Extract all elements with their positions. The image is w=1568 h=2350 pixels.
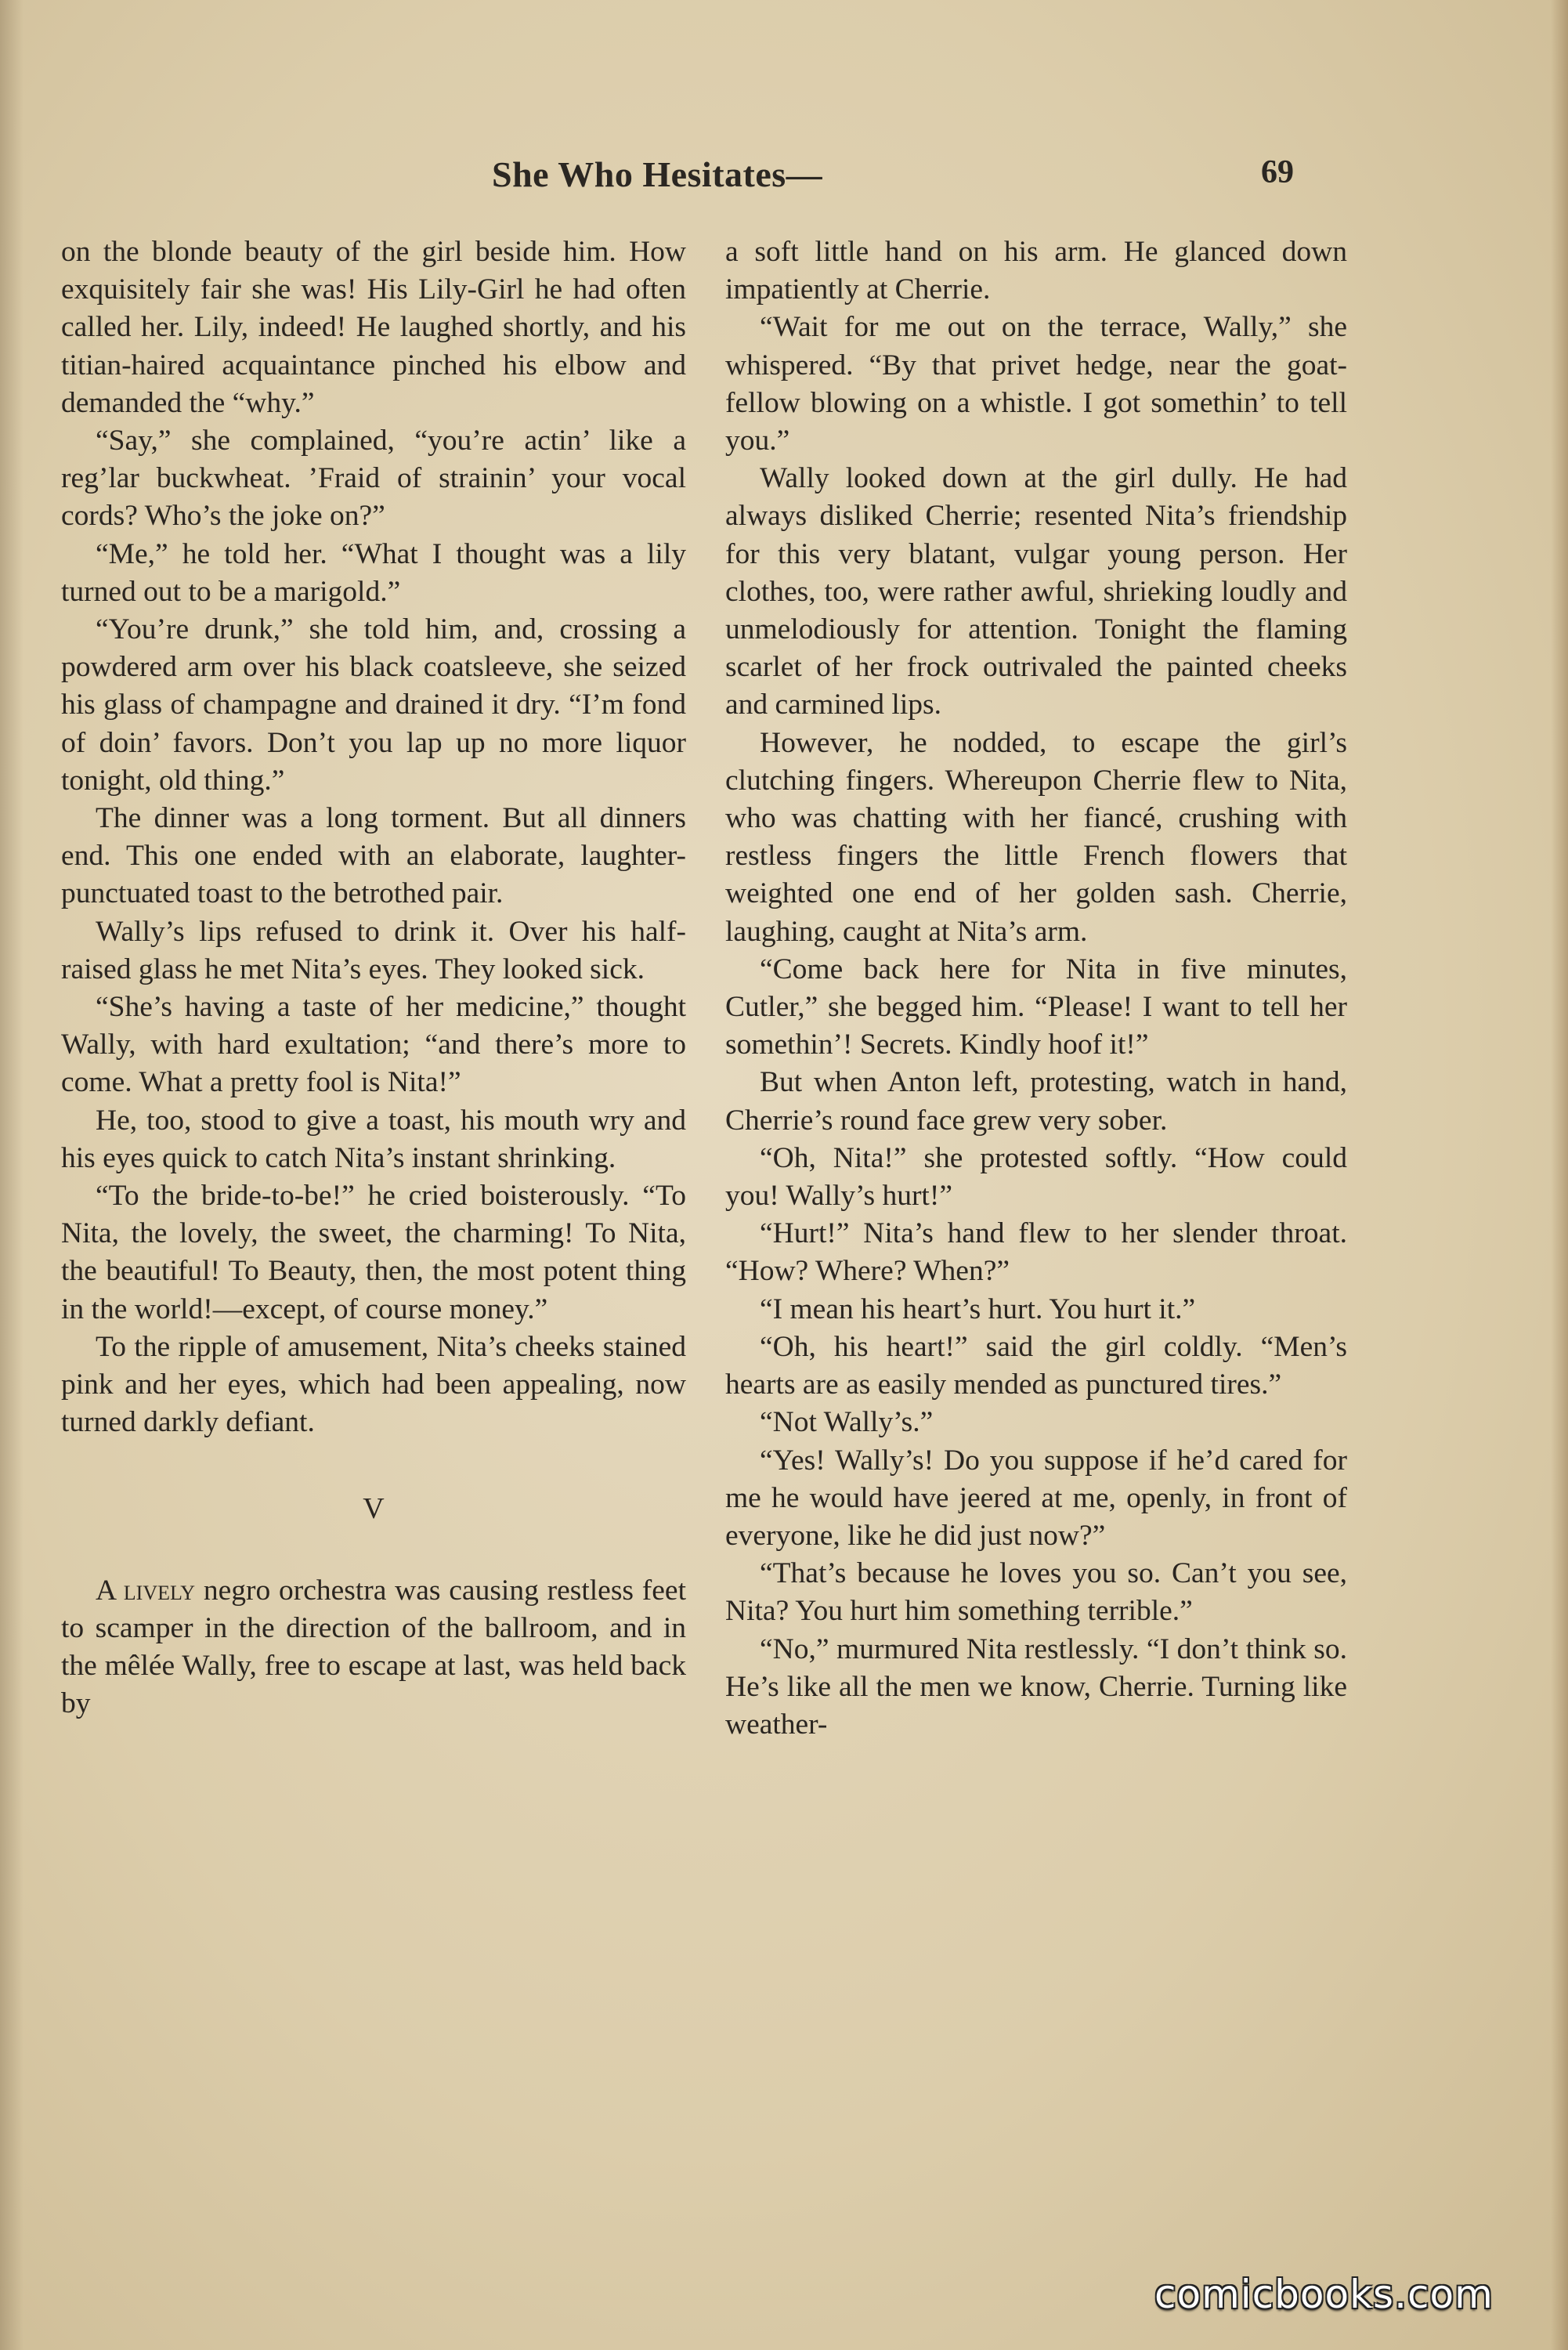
page-header xyxy=(0,154,1568,201)
paragraph: However, he nodded, to escape the girl’s clutching fingers. Whereupon Cherrie flew to Nita, who was chatting with her fiancé, crushing with restless fingers the little French flowers that weighted one end of her golden sash. Cherrie, laughing, caught at Nita’s arm. xyxy=(725,726,1347,948)
site-watermark: comicbooks.com xyxy=(1154,2272,1494,2317)
paragraph: “Oh, Nita!” she protested softly. “How could you! Wally’s hurt!” xyxy=(725,1141,1347,1213)
section-opening-caps: A lively xyxy=(96,1574,196,1607)
paragraph: “I mean his heart’s hurt. You hurt it.” xyxy=(760,1292,1196,1325)
section-opening-paragraph xyxy=(61,1572,686,1723)
paragraph: a soft little hand on his arm. He glanced down impatiently at Cherrie. xyxy=(725,236,1347,306)
paragraph: Wally looked down at the girl dully. He had always disliked Cherrie; resented Nita’s friendship for this very blatant, vulgar young person. Her clothes, too, were rather awful, shrieking loudly and unmelodiously for attention. Tonight the flaming scarlet of her frock outrivaled the painted cheeks and carmined lips. xyxy=(725,462,1347,721)
paragraph: “Say,” she complained, “you’re actin’ like a reg’lar buckwheat. ’Fraid of strainin’ your vocal cords? Who’s the joke on?” xyxy=(61,425,686,533)
paragraph: “Yes! Wally’s! Do you suppose if he’d cared for me he would have jeered at me, openly, in front of everyone, like he did just now?” xyxy=(725,1444,1347,1552)
page-left-shadow xyxy=(0,0,23,2350)
left-column xyxy=(61,233,686,1723)
paragraph: “Oh, his heart!” said the girl coldly. “Men’s hearts are as easily mended as punctured tires.” xyxy=(725,1330,1347,1401)
paragraph: Wally’s lips refused to drink it. Over his half-raised glass he met Nita’s eyes. They looked sick. xyxy=(61,915,686,985)
paragraph: “To the bride-to-be!” he cried boisterously. “To Nita, the lovely, the sweet, the charming! To Nita, the beautiful! To Beauty, then, the most potent thing in the world!—except, of course money.” xyxy=(61,1180,686,1325)
paragraph: on the blonde beauty of the girl beside him. How exquisitely fair she was! His Lily-Girl he had often called her. Lily, indeed! He laughed shortly, and his titian-haired acquaintance pinched his elbow and demanded the “why.” xyxy=(61,236,686,419)
paragraph: The dinner was a long torment. But all dinners end. This one ended with an elaborate, laughter-punctuated toast to the betrothed pair. xyxy=(61,802,686,910)
paragraph: But when Anton left, protesting, watch in hand, Cherrie’s round face grew very sober. xyxy=(725,1066,1347,1137)
right-column xyxy=(725,233,1347,1744)
paragraph: He, too, stood to give a toast, his mouth wry and his eyes quick to catch Nita’s instant shrinking. xyxy=(61,1104,686,1174)
paragraph: “Not Wally’s.” xyxy=(760,1406,934,1439)
paragraph: “Wait for me out on the terrace, Wally,” she whispered. “By that privet hedge, near the goat-fellow blowing on a whistle. I got somethin’ to tell you.” xyxy=(725,311,1347,457)
page-right-edge xyxy=(1551,0,1568,2350)
paragraph: “Come back here for Nita in five minutes, Cutler,” she begged him. “Please! I want to tell her somethin’! Secrets. Kindly hoof it!” xyxy=(725,953,1347,1061)
paragraph: To the ripple of amusement, Nita’s cheeks stained pink and her eyes, which had been appealing, now turned darkly defiant. xyxy=(61,1330,686,1439)
paragraph: “Hurt!” Nita’s hand flew to her slender throat. “How? Where? When?” xyxy=(725,1217,1347,1288)
page-number: 69 xyxy=(1261,154,1294,190)
section-numeral: V xyxy=(363,1491,385,1525)
paragraph: “She’s having a taste of her medicine,” thought Wally, with hard exultation; “and there’s more to come. What a pretty fool is Nita!” xyxy=(61,991,686,1099)
paragraph: “Me,” he told her. “What I thought was a lily turned out to be a marigold.” xyxy=(61,537,686,608)
paragraph: “That’s because he loves you so. Can’t you see, Nita? You hurt him something terrible.” xyxy=(725,1557,1347,1628)
section-opening-text: negro orchestra was causing restless feet to scamper in the direction of the ballroom, and in the mêlée Wally, free to escape at last, was held back by xyxy=(61,1574,686,1720)
running-title: She Who Hesitates— xyxy=(492,154,823,194)
paragraph: “You’re drunk,” she told him, and, crossing a powdered arm over his black coatsleeve, she seized his glass of champagne and drained it dry. “I’m fond of doin’ favors. Don’t you lap up no more liquor tonight, old thing.” xyxy=(61,613,686,797)
paragraph: “No,” murmured Nita restlessly. “I don’t think so. He’s like all the men we know, Cherrie. Turning like weather- xyxy=(725,1632,1347,1741)
